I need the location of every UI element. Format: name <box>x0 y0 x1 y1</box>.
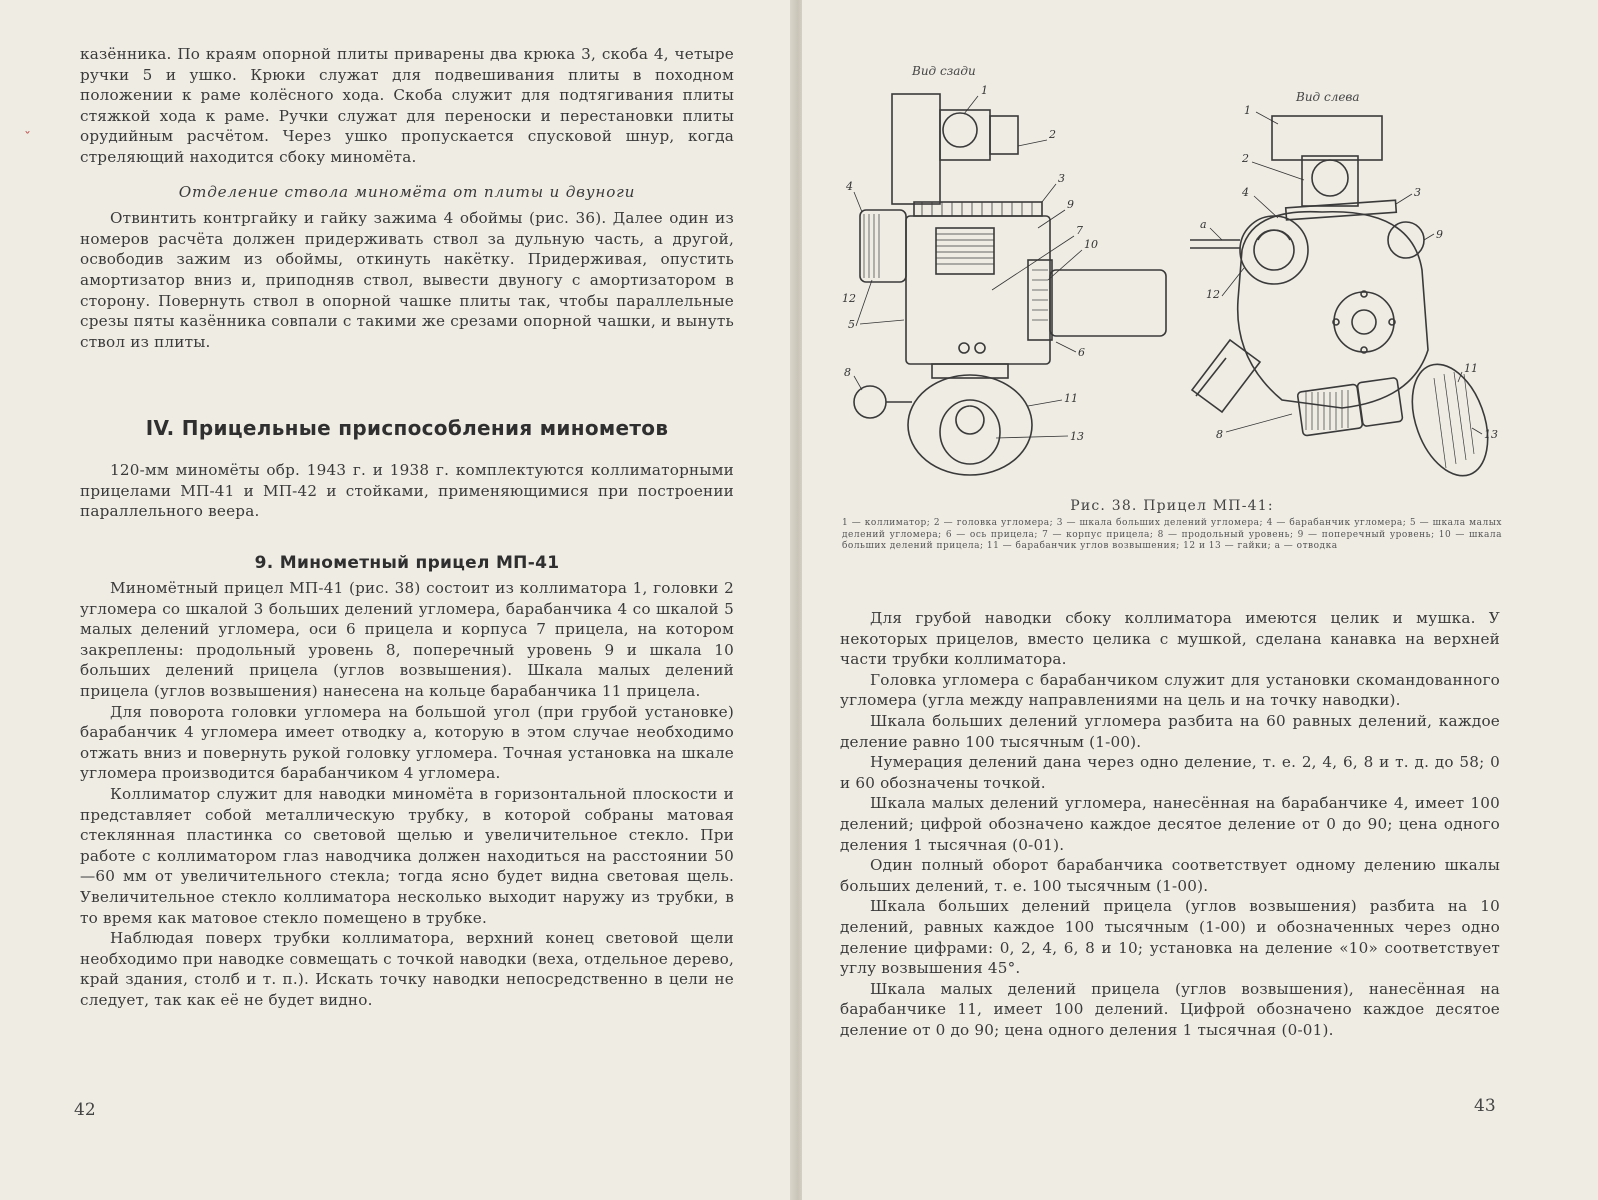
left-top-text <box>80 44 734 352</box>
section-heading: IV. Прицельные приспособления минометов <box>145 416 669 440</box>
left-bottom-text <box>80 578 734 1010</box>
callout-8: 8 <box>844 366 851 379</box>
left-page <box>0 0 796 1200</box>
callout-r-3: 3 <box>1414 186 1421 199</box>
paragraph: Нумерация делений дана через одно деление, т. е. 2, 4, 6, 8 и т. д. до 58; 0 и 60 обозначены точкой. <box>840 753 1500 792</box>
subsection-heading: 9. Минометный прицел МП-41 <box>254 553 560 573</box>
paragraph: Коллиматор служит для наводки миномёта в горизонтальной плоскости и представляет собой металлическую трубку, в которой собраны матовая стеклянная пластинка со световой щелью и увеличительное стекло. При работе с коллиматором глаз наводчика должен находиться на расстоянии 50—60 мм от увеличительного стекла; тогда ясно будет видна световая щель. Увеличительное стекло коллиматора несколько выходит наружу из трубки, в то время как матовое стекло помещено в трубке. <box>80 784 734 927</box>
sight-rear-view-drawing <box>842 80 1172 490</box>
callout-r-13: 13 <box>1484 428 1498 441</box>
paragraph: Шкала малых делений прицела (углов возвышения), нанесённая на барабанчике 11, имеет 100 делений. Цифрой обозначено каждое десятое деление от 0 до 90; цена одного деления 1 тысячная (0-01). <box>840 979 1500 1039</box>
callout-1: 1 <box>981 84 988 97</box>
callout-r-9: 9 <box>1436 228 1443 241</box>
paragraph: Головка угломера с барабанчиком служит для установки скомандованного угломера (угла между направлениями на цель и на точку наводки). <box>840 670 1500 710</box>
page-number: 43 <box>1474 1096 1496 1116</box>
paragraph: Отвинтить контргайку и гайку зажима 4 обоймы (рис. 36). Далее один из номеров расчёта должен придерживать ствол за дульную часть, а другой, освободив зажим из обоймы, откинуть накётку. Придерживая, опустить амортизатор вниз и, приподняв ствол, вывести двуногу с амортизатором в сторону. Повернуть ствол в опорной чашке плиты так, чтобы параллельные срезы пяты казённика совпали с такими же срезами опорной чашки, и вынуть ствол из плиты. <box>80 209 734 351</box>
figure-caption-legend: 1 — коллиматор; 2 — головка угломера; 3 — шкала больших делений угломера; 4 — барабанчик угломера; 5 — шкала малых делений угломера; 6 — ось прицела; 7 — корпус прицела; 8 — продольный уровень; 9 — поперечный уровень; 10 — шкала больших делений прицела; 11 — барабанчик углов возвышения; 12 и 13 — гайки; а — отводка <box>842 518 1502 551</box>
callout-6: 6 <box>1078 346 1085 359</box>
callout-4: 4 <box>846 180 853 193</box>
callout-r-12: 12 <box>1206 288 1220 301</box>
callout-r-11: 11 <box>1464 362 1478 375</box>
figure-caption-title: Рис. 38. Прицел МП-41: <box>1070 498 1274 514</box>
paragraph: казённика. По краям опорной плиты приварены два крюка 3, скоба 4, четыре ручки 5 и ушко. Крюки служат для подвешивания плиты в походном положении к раме колёсного хода. Скоба служит для подтягивания плиты стяжкой хода к раме. Ручки служат для переноски и перестановки плиты орудийным расчётом. Через ушко пропускается спусковой шнур, когда стреляющий находится сбоку миномёта. <box>80 45 734 166</box>
callout-3: 3 <box>1058 172 1065 185</box>
paragraph: Шкала больших делений прицела (углов возвышения) разбита на 10 делений, равных каждое 100 тысячным (1-00) и обозначенных через одно деление цифрами: 0, 2, 4, 6, 8 и 10; установка на деление «10» соответствует углу возвышения 45°. <box>840 897 1500 978</box>
callout-11: 11 <box>1064 392 1078 405</box>
page-number: 42 <box>74 1100 96 1120</box>
right-text <box>840 608 1500 1040</box>
subhead-separation: Отделение ствола миномёта от плиты и двуноги <box>178 182 636 201</box>
callout-2: 2 <box>1049 128 1056 141</box>
callout-7: 7 <box>1076 224 1083 237</box>
callout-r-8: 8 <box>1216 428 1223 441</box>
paragraph: Один полный оборот барабанчика соответствует одному делению шкалы больших делений, т. е. 100 тысячным (1-00). <box>840 856 1500 895</box>
margin-mark: ˇ <box>24 130 31 146</box>
view-label-left: Вид слева <box>1296 90 1360 104</box>
paragraph: Миномётный прицел МП-41 (рис. 38) состоит из коллиматора 1, головки 2 угломера со шкалой 3 больших делений угломера, барабанчика 4 со шкалой 5 малых делений угломера, оси 6 прицела и корпуса 7 прицела, на котором закреплены: продольный уровень 8, поперечный уровень 9 и шкала 10 больших делений прицела (углов возвышения). Шкала малых делений прицела (углов возвышения) нанесена на кольце барабанчика 11 прицела. <box>80 579 734 700</box>
callout-r-4: 4 <box>1242 186 1249 199</box>
right-page <box>802 0 1598 1200</box>
callout-9: 9 <box>1067 198 1074 211</box>
callout-13: 13 <box>1070 430 1084 443</box>
paragraph: 120-мм миномёты обр. 1943 г. и 1938 г. комплектуются коллиматорными прицелами МП-41 и МП-42 и стойками, применяющимися при построении параллельного веера. <box>80 461 734 521</box>
paragraph: Для поворота головки угломера на большой угол (при грубой установке) барабанчик 4 угломера имеет отводку а, которую в этом случае необходимо отжать вниз и повернуть рукой головку угломера. Точная установка на шкале угломера производится барабанчиком 4 угломера. <box>80 702 734 783</box>
callout-5: 5 <box>848 318 855 331</box>
paragraph: Шкала малых делений угломера, нанесённая на барабанчике 4, имеет 100 делений; цифрой обозначено каждое десятое деление от 0 до 90; цена одного деления 1 тысячная (0-01). <box>840 794 1500 854</box>
callout-r-1: 1 <box>1244 104 1251 117</box>
section-intro-block <box>80 460 734 522</box>
callout-10: 10 <box>1084 238 1098 251</box>
paragraph: Для грубой наводки сбоку коллиматора имеются целик и мушка. У некоторых прицелов, вместо целика с мушкой, сделана канавка на верхней части трубки коллиматора. <box>840 609 1500 669</box>
sight-left-view-drawing <box>1182 100 1502 480</box>
callout-12: 12 <box>842 292 856 305</box>
view-label-rear: Вид сзади <box>912 64 976 78</box>
paragraph: Шкала больших делений угломера разбита на 60 равных делений, каждое деление равно 100 тысячным (1-00). <box>840 711 1500 751</box>
paragraph: Наблюдая поверх трубки коллиматора, верхний конец световой щели необходимо при наводке совмещать с точкой наводки (веха, отдельное дерево, край здания, столб и т. п.). Искать точку наводки непосредственно в цели не следует, так как её не будет видно. <box>80 929 734 1009</box>
callout-r-a: а <box>1200 218 1207 231</box>
callout-r-2: 2 <box>1242 152 1249 165</box>
